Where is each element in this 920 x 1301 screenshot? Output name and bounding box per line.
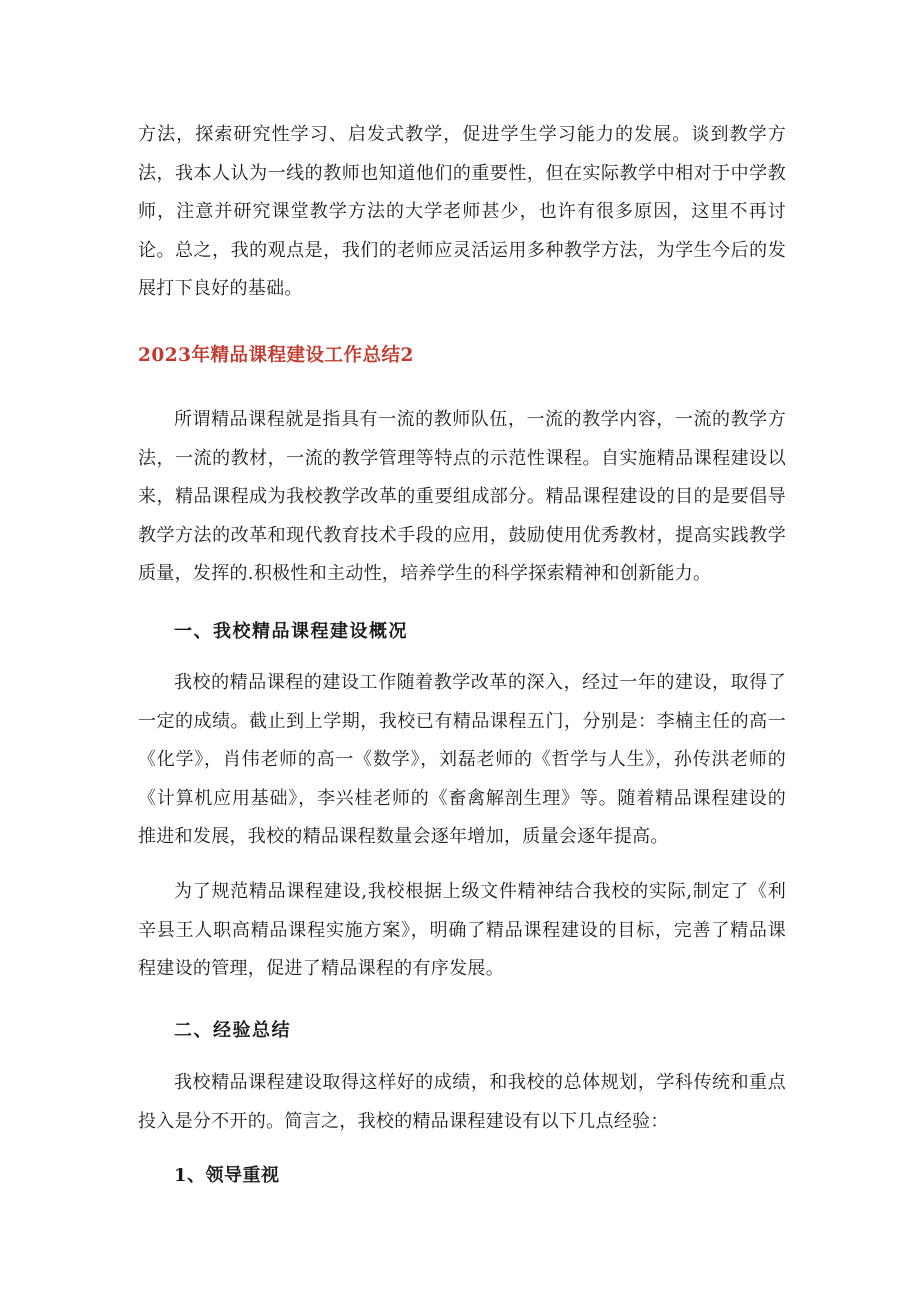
paragraph-regulation: 为了规范精品课程建设,我校根据上级文件精神结合我校的实际,制定了《利辛县王人职高精品课程实施方案》，明确了精品课程建设的目标，完善了精品课程建设的管理，促进了精品课程的有序发展。 (138, 881, 786, 979)
section-heading-experience: 二、经验总结 (174, 1020, 291, 1041)
section-heading-overview: 一、我校精品课程建设概况 (174, 621, 408, 642)
paragraph-definition: 所谓精品课程就是指具有一流的教师队伍，一流的教学内容，一流的教学方法，一流的教材，一流的教学管理等特点的示范性课程。自实施精品课程建设以来，精品课程成为我校教学改革的重要组成部分。精品课程建设的目的是要倡导教学方法的改革和现代教育技术手段的应用，鼓励使用优秀教材，提高实践教学质量，发挥的.积极性和主动性，培养学生的科学探索精神和创新能力。 (138, 409, 786, 584)
paragraph-overview: 我校的精品课程的建设工作随着教学改革的深入，经过一年的建设，取得了一定的成绩。截止到上学期，我校已有精品课程五门，分别是：李楠主任的高一《化学》，肖伟老师的高一《数学》，刘磊老师的《哲学与人生》，孙传洪老师的《计算机应用基础》，李兴桂老师的《畜禽解剖生理》等。随着精品课程建设的推进和发展，我校的精品课程数量会逐年增加，质量会逐年提高。 (138, 672, 786, 847)
item-heading-leadership: 1、领导重视 (174, 1165, 280, 1186)
document-title: 2023年精品课程建设工作总结2 (138, 345, 414, 366)
paragraph-intro: 方法，探索研究性学习、启发式教学，促进学生学习能力的发展。谈到教学方法，我本人认为一线的教师也知道他们的重要性，但在实际教学中相对于中学教师，注意并研究课堂教学方法的大学老师甚少，也许有很多原因，这里不再讨论。总之，我的观点是，我们的老师应灵活运用多种教学方法，为学生今后的发展打下良好的基础。 (138, 124, 786, 299)
paragraph-experience: 我校精品课程建设取得这样好的成绩，和我校的总体规划，学科传统和重点投入是分不开的。简言之，我校的精品课程建设有以下几点经验： (138, 1072, 786, 1132)
